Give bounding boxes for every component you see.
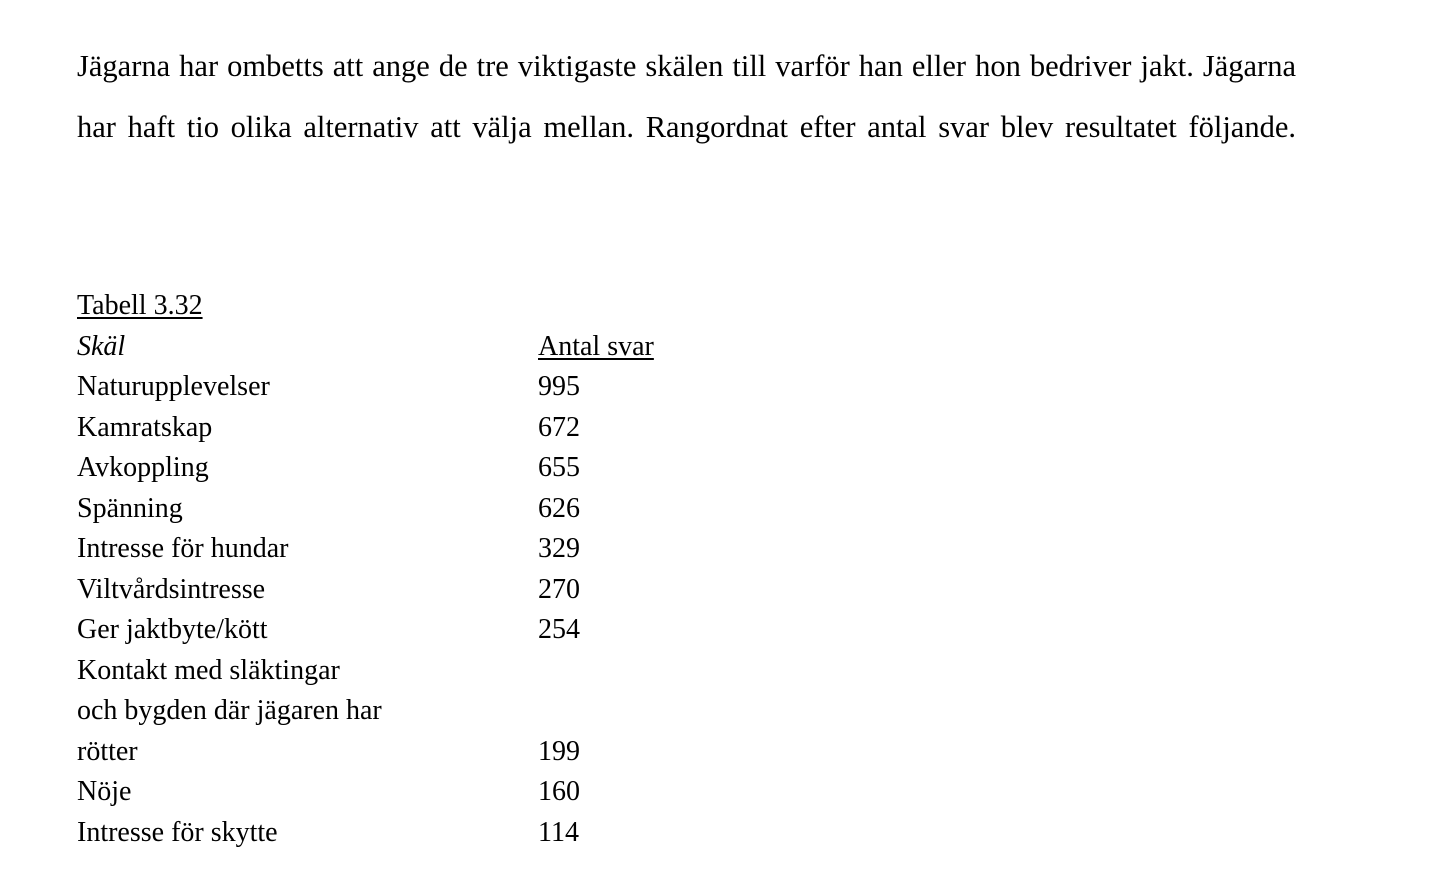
table-row xyxy=(77,489,777,530)
table-row xyxy=(77,529,777,570)
cell-count: 672 xyxy=(538,411,580,443)
cell-reason: Viltvårdsintresse xyxy=(77,573,266,605)
column-header-reason xyxy=(77,327,538,368)
cell-count: 160 xyxy=(538,776,580,807)
table-row xyxy=(77,367,777,408)
cell-reason: Avkoppling xyxy=(77,452,209,483)
cell-count: 254 xyxy=(538,614,580,645)
cell-count: 329 xyxy=(538,533,580,564)
cell-reason xyxy=(77,651,538,773)
column-header-count-label: Antal svar xyxy=(538,330,654,362)
cell-reason: Kamratskap xyxy=(77,411,213,443)
cell-count: 626 xyxy=(538,492,580,524)
cell-reason: Ger jaktbyte/kött xyxy=(77,614,268,645)
intro-paragraph-block xyxy=(77,36,1296,219)
cell-reason: Naturupplevelser xyxy=(77,371,270,402)
table-caption-row xyxy=(77,286,777,327)
column-header-count xyxy=(538,327,777,368)
cell-count: 655 xyxy=(538,452,580,483)
table-block xyxy=(77,286,777,853)
cell-count: 199 xyxy=(538,735,580,767)
cell-count: 995 xyxy=(538,371,580,402)
reasons-table xyxy=(77,327,777,854)
table-row xyxy=(77,651,777,773)
cell-reason-line: rötter xyxy=(77,735,138,767)
table-caption: Tabell 3.32 xyxy=(77,290,203,321)
table-row xyxy=(77,448,777,489)
table-row xyxy=(77,570,777,611)
table-row xyxy=(77,772,777,813)
cell-count: 270 xyxy=(538,573,580,605)
cell-reason: Nöje xyxy=(77,776,132,807)
column-header-reason-label: Skäl xyxy=(77,330,126,362)
table-row xyxy=(77,610,777,651)
intro-paragraph-text: Jägarna har ombetts att ange de tre viktigaste skälen till varför han eller hon bedriver jakt. Jägarna har haft tio olika alternativ att välja mellan. Rangordnat efter antal svar blev resultatet följande. xyxy=(77,49,1296,144)
table-body xyxy=(77,367,777,853)
cell-reason: Intresse för hundar xyxy=(77,533,289,564)
cell-reason: Intresse för skytte xyxy=(77,816,278,848)
table-row xyxy=(77,408,777,449)
cell-count: 114 xyxy=(538,816,579,848)
table-header-row xyxy=(77,327,777,368)
cell-reason-line: Kontakt med släktingar xyxy=(77,654,340,686)
cell-reason-line: och bygden där jägaren har xyxy=(77,695,382,726)
table-row xyxy=(77,813,777,854)
cell-reason: Spänning xyxy=(77,492,183,524)
table-head xyxy=(77,327,777,368)
